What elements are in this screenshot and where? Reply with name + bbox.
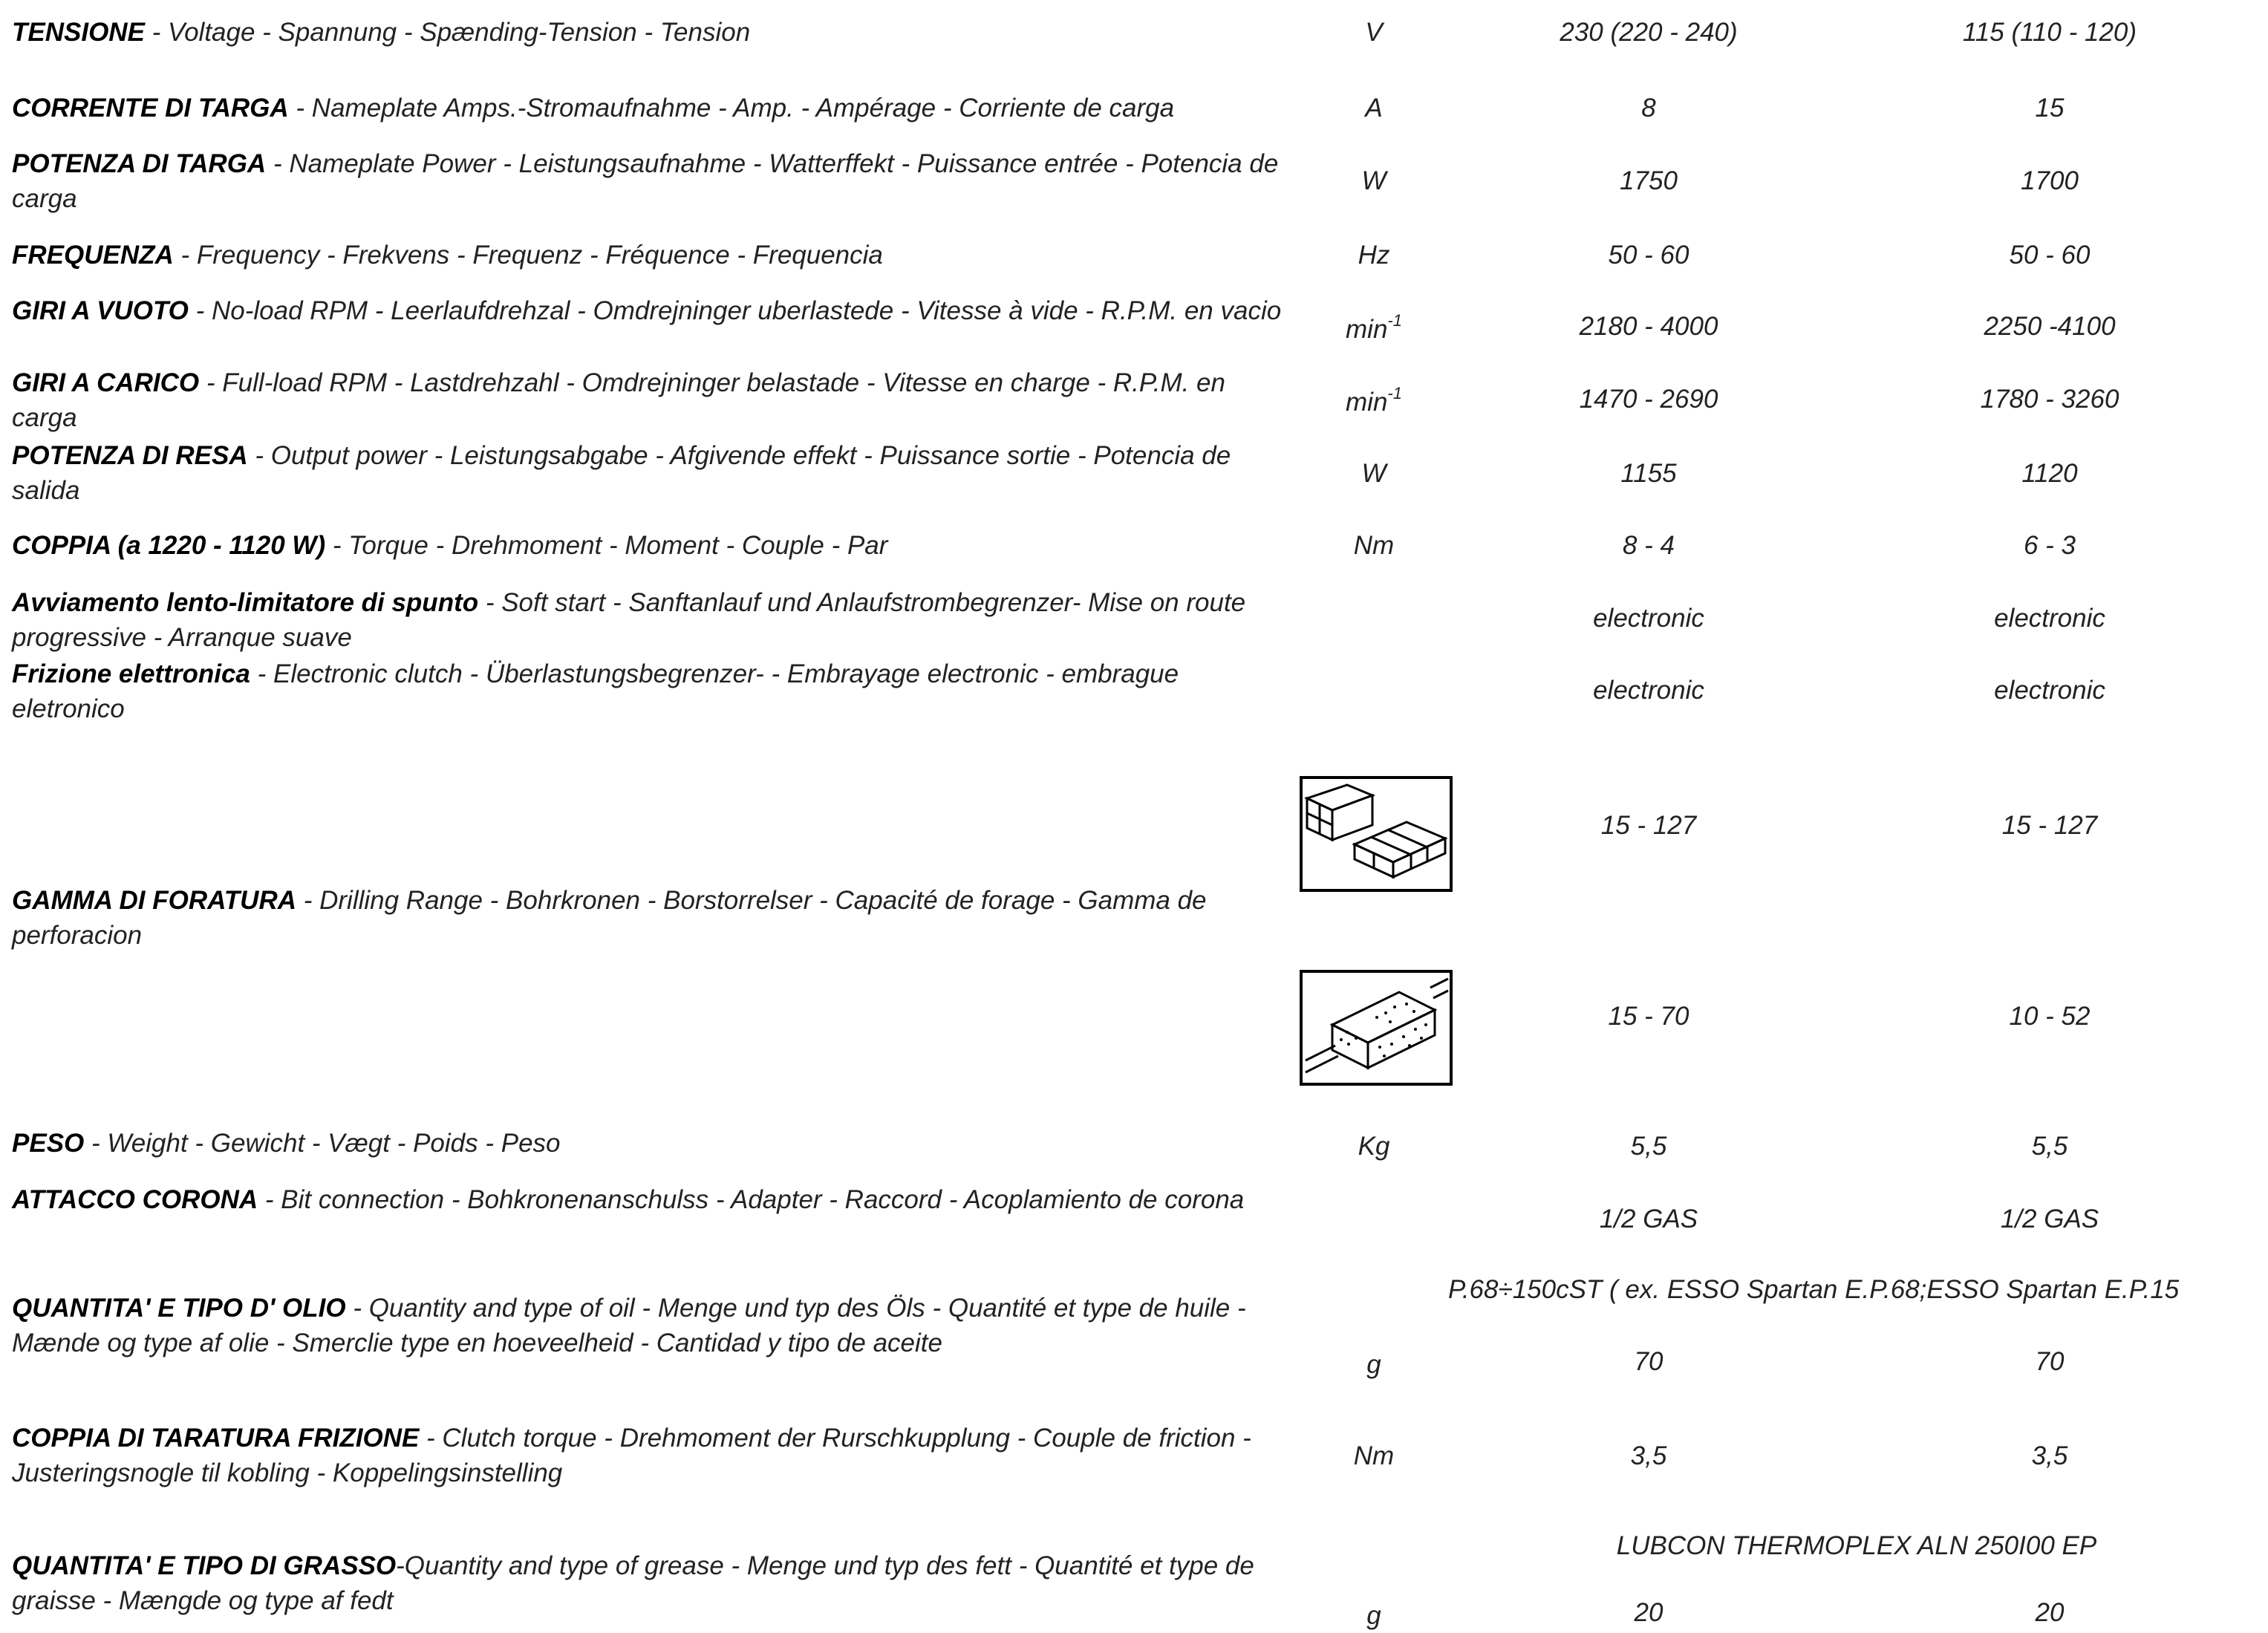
label-translations: - Frequency - Frekvens - Frequenz - Fréquence - Frequencia [173, 241, 883, 270]
label-bold: COPPIA DI TARATURA FRIZIONE [12, 1424, 420, 1453]
label-translations: - Nameplate Amps.-Stromaufnahme - Amp. - Ampérage - Corriente de carga [288, 94, 1175, 123]
unit-text: min [1346, 315, 1388, 344]
value-115v: 70 [2035, 1347, 2065, 1376]
label-translations: - Clutch torque - Drehmoment der Rurschkupplung - Couple de friction - Justeringsnogle til kobling - Koppelingsinstelling [12, 1424, 1251, 1487]
value-230v: 70 [1634, 1347, 1663, 1376]
concrete-icon [1300, 970, 1453, 1086]
row-label-soft-start [12, 585, 1289, 655]
value-115v: 115 (110 - 120) [1962, 18, 2137, 47]
value-115v: 2250 -4100 [1984, 312, 2116, 341]
label-translations: - No-load RPM - Leerlaufdrehzal - Omdrejninger uberlastede - Vitesse à vide - R.P.M. en vacio [188, 296, 1282, 325]
label-bold: COPPIA (a 1220 - 1120 W) [12, 531, 326, 560]
label-translations: - Voltage - Spannung - Spænding-Tension - Tension [144, 18, 751, 47]
value-115v: 1780 - 3260 [1980, 385, 2119, 414]
row-label-no-load-rpm [12, 293, 1289, 328]
unit-cell: W [1361, 459, 1386, 488]
unit-cell: V [1365, 18, 1383, 47]
label-bold: ATTACCO CORONA [12, 1185, 258, 1214]
value-230v: 1155 [1620, 459, 1677, 488]
value-230v: 20 [1634, 1598, 1663, 1627]
label-translations: -Quantity and type of grease - Menge und typ des fett - Quantité et type de graisse - Mængde og type af fedt [12, 1551, 1254, 1615]
value-230v: 8 - 4 [1622, 531, 1675, 560]
row-label-frequency [12, 238, 1289, 273]
label-bold: CORRENTE DI TARGA [12, 94, 289, 123]
oil-type-note: P.68÷150cST ( ex. ESSO Spartan E.P.68;ESSO Spartan E.P.15 [1448, 1275, 2180, 1304]
value-115v: 50 - 60 [2009, 241, 2091, 270]
value-230v: 3,5 [1630, 1441, 1667, 1470]
label-bold: FREQUENZA [12, 241, 174, 270]
row-label-clutch-torque [12, 1421, 1289, 1490]
value-115v: 3,5 [2031, 1441, 2068, 1470]
row-label-electronic-clutch [12, 656, 1289, 726]
row-label-output-power [12, 438, 1289, 508]
row-label-nameplate-power [12, 146, 1289, 216]
label-bold: POTENZA DI TARGA [12, 149, 267, 178]
value-230v: 8 [1641, 94, 1656, 123]
value-115v-brick: 15 - 127 [2001, 811, 2098, 840]
value-230v: 1/2 GAS [1599, 1205, 1698, 1233]
label-bold: TENSIONE [12, 18, 145, 47]
label-bold: Frizione elettronica [12, 659, 250, 688]
value-115v: 6 - 3 [2023, 531, 2076, 560]
value-230v: 230 (220 - 240) [1560, 18, 1738, 47]
value-115v: 20 [2035, 1598, 2065, 1627]
label-translations: - Bit connection - Bohkronenanschulss - Adapter - Raccord - Acoplamiento de corona [258, 1185, 1245, 1214]
row-label-drilling-range [12, 883, 1289, 953]
value-115v: electronic [1994, 604, 2105, 633]
label-translations: - Torque - Drehmoment - Moment - Couple - Par [325, 531, 888, 560]
value-230v: 2180 - 4000 [1579, 312, 1718, 341]
unit-cell: Nm [1353, 531, 1395, 560]
row-label-bit-connection [12, 1182, 1289, 1217]
row-label-oil [12, 1291, 1289, 1360]
value-115v-concrete: 10 - 52 [2009, 1002, 2091, 1031]
unit-cell: Hz [1358, 241, 1390, 270]
unit-cell: Kg [1358, 1132, 1390, 1161]
row-label-full-load-rpm [12, 365, 1289, 435]
value-230v: 1470 - 2690 [1579, 385, 1718, 414]
unit-cell: g [1366, 1601, 1381, 1630]
unit-cell: A [1365, 94, 1383, 123]
unit-superscript: -1 [1387, 384, 1402, 402]
value-230v-concrete: 15 - 70 [1608, 1002, 1689, 1031]
value-230v: 5,5 [1630, 1132, 1667, 1161]
value-115v: 1120 [2021, 459, 2078, 488]
label-bold: Avviamento lento-limitatore di spunto [12, 588, 479, 617]
label-translations: - Output power - Leistungsabgabe - Afgivende effekt - Puissance sortie - Potencia de salida [12, 441, 1231, 505]
value-230v: electronic [1593, 604, 1704, 633]
unit-cell [1314, 312, 1433, 347]
label-translations: - Weight - Gewicht - Vægt - Poids - Peso [84, 1129, 561, 1158]
label-bold: GIRI A CARICO [12, 368, 200, 397]
row-label-torque [12, 528, 1289, 563]
unit-cell: g [1366, 1350, 1381, 1379]
label-translations: - Full-load RPM - Lastdrehzahl - Omdrejninger belastade - Vitesse en charge - R.P.M. en carga [12, 368, 1225, 432]
label-bold: PESO [12, 1129, 85, 1158]
grease-type-note: LUBCON THERMOPLEX ALN 250I00 EP [1616, 1531, 2097, 1560]
label-bold: QUANTITA' E TIPO DI GRASSO [12, 1551, 397, 1580]
unit-superscript: -1 [1387, 311, 1402, 330]
value-230v: 50 - 60 [1608, 241, 1689, 270]
row-label-voltage [12, 15, 1289, 50]
value-115v: 15 [2035, 94, 2065, 123]
label-bold: QUANTITA' E TIPO D' OLIO [12, 1294, 346, 1323]
row-label-nameplate-amps [12, 91, 1289, 126]
brick-icon [1300, 776, 1453, 892]
row-label-weight [12, 1126, 1289, 1161]
value-115v: 1/2 GAS [2000, 1205, 2099, 1233]
label-translations: - Nameplate Power - Leistungsaufnahme - Watterffekt - Puissance entrée - Potencia de carga [12, 149, 1279, 213]
label-translations: - Electronic clutch - Überlastungsbegrenzer- - Embrayage electronic - embrague eletronico [12, 659, 1179, 723]
label-bold: GAMMA DI FORATURA [12, 886, 297, 915]
value-230v: electronic [1593, 676, 1704, 705]
unit-cell [1314, 385, 1433, 420]
unit-text: min [1346, 388, 1388, 417]
unit-cell: W [1361, 166, 1386, 195]
label-bold: POTENZA DI RESA [12, 441, 248, 470]
value-115v: electronic [1994, 676, 2105, 705]
label-translations: - Quantity and type of oil - Menge und typ des Öls - Quantité et type de huile - Mænde og type af olie - Smerclie type en hoeveelheid - Cantidad y tipo de aceite [12, 1294, 1246, 1357]
row-label-grease [12, 1548, 1289, 1618]
label-translations: - Soft start - Sanftanlauf und Anlaufstrombegrenzer- Mise on route progressive - Arranque suave [12, 588, 1246, 652]
label-translations: - Drilling Range - Bohrkronen - Borstorrelser - Capacité de forage - Gamma de perforacion [12, 886, 1207, 950]
label-bold: GIRI A VUOTO [12, 296, 189, 325]
value-230v-brick: 15 - 127 [1600, 811, 1697, 840]
value-115v: 1700 [2021, 166, 2079, 195]
value-115v: 5,5 [2031, 1132, 2068, 1161]
value-230v: 1750 [1620, 166, 1678, 195]
unit-cell: Nm [1353, 1441, 1395, 1470]
